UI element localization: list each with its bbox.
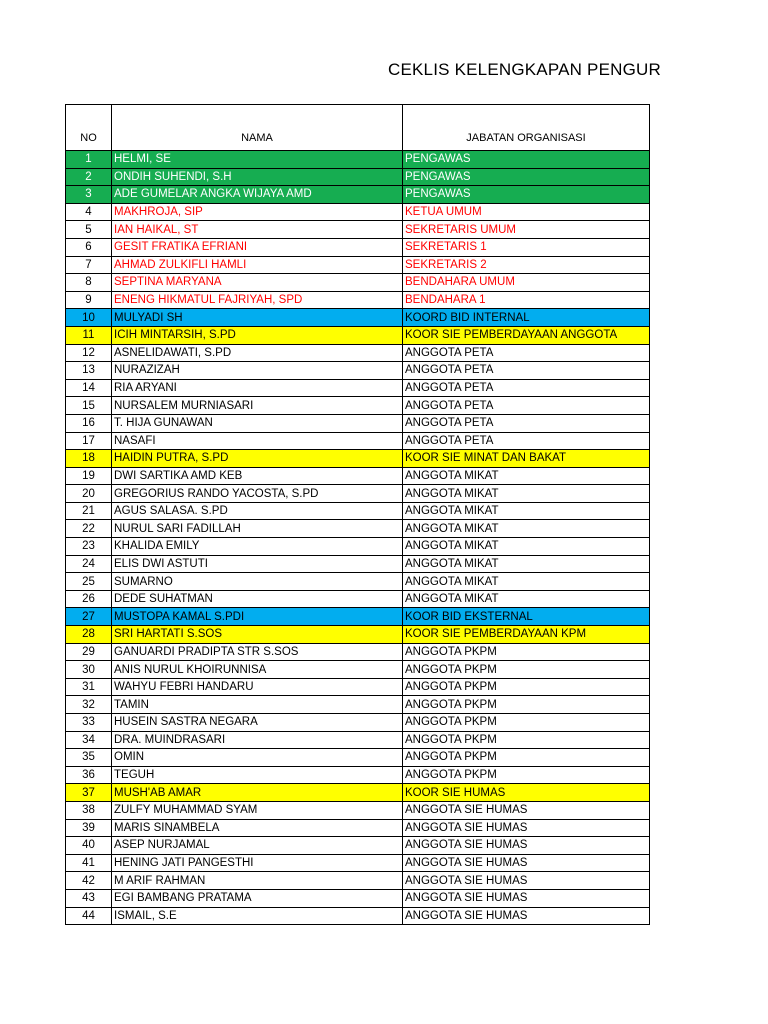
- table-row: [66, 274, 650, 292]
- cell-no: 29: [66, 643, 112, 661]
- table-row: [66, 573, 650, 591]
- table-row: [66, 766, 650, 784]
- table-row: [66, 801, 650, 819]
- cell-no: 18: [66, 450, 112, 468]
- cell-jabatan: KOOR SIE MINAT DAN BAKAT: [403, 450, 650, 468]
- cell-jabatan: ANGGOTA SIE HUMAS: [403, 907, 650, 925]
- cell-no: 3: [66, 186, 112, 204]
- table-row: [66, 502, 650, 520]
- cell-no: 15: [66, 397, 112, 415]
- cell-nama: ASEP NURJAMAL: [112, 837, 403, 855]
- table-row: [66, 784, 650, 802]
- table-row: [66, 344, 650, 362]
- table-row: [66, 678, 650, 696]
- cell-no: 1: [66, 151, 112, 169]
- cell-jabatan: SEKRETARIS 2: [403, 256, 650, 274]
- cell-jabatan: ANGGOTA PETA: [403, 379, 650, 397]
- cell-nama: M ARIF RAHMAN: [112, 872, 403, 890]
- cell-no: 2: [66, 168, 112, 186]
- cell-jabatan: ANGGOTA PETA: [403, 362, 650, 380]
- cell-no: 40: [66, 837, 112, 855]
- table-row: [66, 837, 650, 855]
- cell-no: 25: [66, 573, 112, 591]
- cell-nama: ENENG HIKMATUL FAJRIYAH, SPD: [112, 291, 403, 309]
- cell-jabatan: ANGGOTA MIKAT: [403, 485, 650, 503]
- cell-nama: MARIS SINAMBELA: [112, 819, 403, 837]
- cell-no: 11: [66, 326, 112, 344]
- cell-nama: ELIS DWI ASTUTI: [112, 555, 403, 573]
- cell-nama: ASNELIDAWATI, S.PD: [112, 344, 403, 362]
- cell-no: 34: [66, 731, 112, 749]
- cell-nama: TEGUH: [112, 766, 403, 784]
- cell-jabatan: PENGAWAS: [403, 151, 650, 169]
- table-row: [66, 238, 650, 256]
- cell-no: 24: [66, 555, 112, 573]
- cell-nama: ADE GUMELAR ANGKA WIJAYA AMD: [112, 186, 403, 204]
- cell-nama: IAN HAIKAL, ST: [112, 221, 403, 239]
- cell-no: 42: [66, 872, 112, 890]
- table-row: [66, 661, 650, 679]
- cell-nama: HAIDIN PUTRA, S.PD: [112, 450, 403, 468]
- cell-nama: EGI BAMBANG PRATAMA: [112, 889, 403, 907]
- cell-jabatan: SEKRETARIS 1: [403, 238, 650, 256]
- cell-nama: SRI HARTATI S.SOS: [112, 626, 403, 644]
- table-row: [66, 590, 650, 608]
- cell-no: 5: [66, 221, 112, 239]
- cell-no: 28: [66, 626, 112, 644]
- cell-jabatan: ANGGOTA PETA: [403, 414, 650, 432]
- table-row: [66, 414, 650, 432]
- cell-nama: MUSTOPA KAMAL S.PDI: [112, 608, 403, 626]
- cell-jabatan: ANGGOTA MIKAT: [403, 590, 650, 608]
- cell-nama: MULYADI SH: [112, 309, 403, 327]
- table-row: [66, 326, 650, 344]
- cell-jabatan: ANGGOTA MIKAT: [403, 573, 650, 591]
- table-row: [66, 291, 650, 309]
- cell-nama: NASAFI: [112, 432, 403, 450]
- cell-no: 10: [66, 309, 112, 327]
- cell-jabatan: KOOR SIE PEMBERDAYAAN KPM: [403, 626, 650, 644]
- cell-jabatan: ANGGOTA MIKAT: [403, 467, 650, 485]
- cell-jabatan: ANGGOTA PETA: [403, 432, 650, 450]
- cell-no: 26: [66, 590, 112, 608]
- table-row: [66, 397, 650, 415]
- cell-jabatan: PENGAWAS: [403, 168, 650, 186]
- table-row: [66, 819, 650, 837]
- table-row: [66, 203, 650, 221]
- cell-jabatan: ANGGOTA PETA: [403, 344, 650, 362]
- cell-jabatan: ANGGOTA PKPM: [403, 749, 650, 767]
- roster-body: [66, 151, 650, 925]
- cell-jabatan: ANGGOTA SIE HUMAS: [403, 872, 650, 890]
- cell-no: 6: [66, 238, 112, 256]
- cell-no: 37: [66, 784, 112, 802]
- table-row: [66, 450, 650, 468]
- cell-no: 14: [66, 379, 112, 397]
- table-row: [66, 467, 650, 485]
- cell-jabatan: ANGGOTA MIKAT: [403, 520, 650, 538]
- cell-no: 7: [66, 256, 112, 274]
- cell-jabatan: ANGGOTA SIE HUMAS: [403, 854, 650, 872]
- cell-nama: DRA. MUINDRASARI: [112, 731, 403, 749]
- cell-no: 12: [66, 344, 112, 362]
- cell-no: 41: [66, 854, 112, 872]
- table-row: [66, 731, 650, 749]
- cell-nama: HELMI, SE: [112, 151, 403, 169]
- cell-jabatan: ANGGOTA PKPM: [403, 678, 650, 696]
- cell-jabatan: BENDAHARA 1: [403, 291, 650, 309]
- cell-jabatan: SEKRETARIS UMUM: [403, 221, 650, 239]
- page-title: CEKLIS KELENGKAPAN PENGUR: [388, 60, 661, 79]
- table-row: [66, 168, 650, 186]
- table-row: [66, 362, 650, 380]
- cell-nama: MUSH'AB AMAR: [112, 784, 403, 802]
- cell-no: 21: [66, 502, 112, 520]
- cell-no: 32: [66, 696, 112, 714]
- cell-no: 22: [66, 520, 112, 538]
- table-row: [66, 309, 650, 327]
- table-header-row: [66, 105, 650, 151]
- cell-jabatan: ANGGOTA PKPM: [403, 696, 650, 714]
- table-row: [66, 626, 650, 644]
- cell-no: 43: [66, 889, 112, 907]
- cell-nama: NURAZIZAH: [112, 362, 403, 380]
- cell-jabatan: BENDAHARA UMUM: [403, 274, 650, 292]
- cell-jabatan: ANGGOTA SIE HUMAS: [403, 819, 650, 837]
- cell-no: 16: [66, 414, 112, 432]
- table-row: [66, 485, 650, 503]
- cell-jabatan: KOOR SIE PEMBERDAYAAN ANGGOTA: [403, 326, 650, 344]
- cell-jabatan: ANGGOTA SIE HUMAS: [403, 889, 650, 907]
- cell-nama: GANUARDI PRADIPTA STR S.SOS: [112, 643, 403, 661]
- table-row: [66, 520, 650, 538]
- cell-nama: T. HIJA GUNAWAN: [112, 414, 403, 432]
- cell-jabatan: ANGGOTA SIE HUMAS: [403, 837, 650, 855]
- cell-jabatan: KETUA UMUM: [403, 203, 650, 221]
- cell-jabatan: KOORD BID INTERNAL: [403, 309, 650, 327]
- cell-nama: HENING JATI PANGESTHI: [112, 854, 403, 872]
- cell-nama: ONDIH SUHENDI, S.H: [112, 168, 403, 186]
- cell-no: 38: [66, 801, 112, 819]
- cell-no: 9: [66, 291, 112, 309]
- table-row: [66, 749, 650, 767]
- cell-no: 23: [66, 538, 112, 556]
- table-row: [66, 538, 650, 556]
- cell-nama: SEPTINA MARYANA: [112, 274, 403, 292]
- cell-jabatan: ANGGOTA PKPM: [403, 766, 650, 784]
- cell-no: 44: [66, 907, 112, 925]
- cell-no: 4: [66, 203, 112, 221]
- cell-nama: NURSALEM MURNIASARI: [112, 397, 403, 415]
- table-row: [66, 379, 650, 397]
- cell-nama: AHMAD ZULKIFLI HAMLI: [112, 256, 403, 274]
- table-row: [66, 256, 650, 274]
- cell-jabatan: ANGGOTA PKPM: [403, 731, 650, 749]
- cell-nama: OMIN: [112, 749, 403, 767]
- cell-nama: NURUL SARI FADILLAH: [112, 520, 403, 538]
- table-row: [66, 432, 650, 450]
- cell-no: 8: [66, 274, 112, 292]
- roster-table: [65, 104, 650, 925]
- cell-no: 17: [66, 432, 112, 450]
- cell-jabatan: KOOR SIE HUMAS: [403, 784, 650, 802]
- cell-jabatan: ANGGOTA PKPM: [403, 714, 650, 732]
- cell-nama: ISMAIL, S.E: [112, 907, 403, 925]
- table-row: [66, 714, 650, 732]
- table-row: [66, 221, 650, 239]
- cell-no: 13: [66, 362, 112, 380]
- table-row: [66, 854, 650, 872]
- table-row: [66, 696, 650, 714]
- cell-nama: KHALIDA EMILY: [112, 538, 403, 556]
- cell-jabatan: ANGGOTA PKPM: [403, 643, 650, 661]
- cell-nama: MAKHROJA, SIP: [112, 203, 403, 221]
- cell-jabatan: ANGGOTA MIKAT: [403, 555, 650, 573]
- cell-no: 35: [66, 749, 112, 767]
- cell-nama: HUSEIN SASTRA NEGARA: [112, 714, 403, 732]
- cell-jabatan: ANGGOTA MIKAT: [403, 502, 650, 520]
- cell-jabatan: PENGAWAS: [403, 186, 650, 204]
- header-no: NO: [66, 105, 112, 151]
- cell-no: 36: [66, 766, 112, 784]
- table-row: [66, 555, 650, 573]
- table-row: [66, 889, 650, 907]
- table-row: [66, 151, 650, 169]
- table-row: [66, 186, 650, 204]
- table-row: [66, 907, 650, 925]
- table-row: [66, 643, 650, 661]
- cell-nama: SUMARNO: [112, 573, 403, 591]
- cell-nama: TAMIN: [112, 696, 403, 714]
- cell-nama: GREGORIUS RANDO YACOSTA, S.PD: [112, 485, 403, 503]
- cell-no: 33: [66, 714, 112, 732]
- cell-jabatan: ANGGOTA PKPM: [403, 661, 650, 679]
- cell-nama: ICIH MINTARSIH, S.PD: [112, 326, 403, 344]
- header-nama: NAMA: [112, 105, 403, 151]
- cell-no: 27: [66, 608, 112, 626]
- table-row: [66, 872, 650, 890]
- cell-jabatan: ANGGOTA SIE HUMAS: [403, 801, 650, 819]
- cell-jabatan: ANGGOTA MIKAT: [403, 538, 650, 556]
- cell-jabatan: ANGGOTA PETA: [403, 397, 650, 415]
- cell-nama: ZULFY MUHAMMAD SYAM: [112, 801, 403, 819]
- cell-nama: RIA ARYANI: [112, 379, 403, 397]
- cell-nama: DWI SARTIKA AMD KEB: [112, 467, 403, 485]
- cell-nama: DEDE SUHATMAN: [112, 590, 403, 608]
- cell-nama: WAHYU FEBRI HANDARU: [112, 678, 403, 696]
- header-jabatan: JABATAN ORGANISASI: [403, 105, 650, 151]
- cell-no: 31: [66, 678, 112, 696]
- cell-no: 30: [66, 661, 112, 679]
- cell-no: 20: [66, 485, 112, 503]
- cell-jabatan: KOOR BID EKSTERNAL: [403, 608, 650, 626]
- cell-nama: GESIT FRATIKA EFRIANI: [112, 238, 403, 256]
- cell-no: 19: [66, 467, 112, 485]
- cell-nama: ANIS NURUL KHOIRUNNISA: [112, 661, 403, 679]
- cell-nama: AGUS SALASA. S.PD: [112, 502, 403, 520]
- table-row: [66, 608, 650, 626]
- cell-no: 39: [66, 819, 112, 837]
